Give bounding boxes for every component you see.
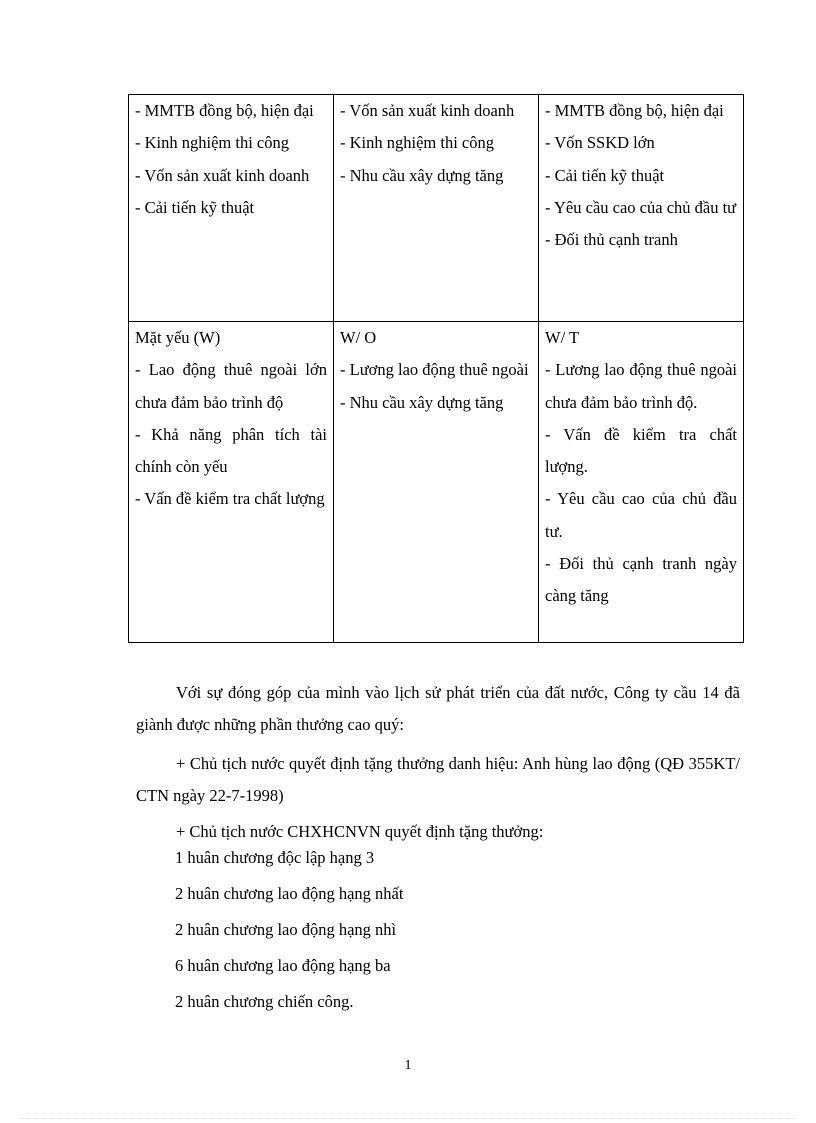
table-cell-st xyxy=(539,95,744,322)
list-item: 2 huân chương lao động hạng nhất xyxy=(175,884,404,903)
cell-line: - Khả năng phân tích tài chính còn yếu xyxy=(135,424,327,477)
cell-line: - Đối thủ cạnh tranh ngày càng tăng xyxy=(545,554,737,606)
cell-line: - Nhu cầu xây dựng tăng xyxy=(340,165,504,185)
cell-line: - MMTB đồng bộ, hiện đại xyxy=(545,101,724,120)
cell-header: W/ O xyxy=(340,328,377,347)
cell-line: - Kinh nghiệm thi công xyxy=(340,133,494,153)
cell-line: - Kinh nghiệm thi công xyxy=(135,133,289,153)
page-number: 1 xyxy=(404,1058,412,1073)
cell-line: - Yêu cầu cao của chủ đầu tư xyxy=(545,197,737,217)
cell-line: - Lương lao động thuê ngoài xyxy=(340,360,529,380)
swot-table xyxy=(128,94,744,643)
table-cell-wt xyxy=(539,322,744,643)
cell-line: - Vốn sản xuất kinh doanh xyxy=(340,101,515,120)
cell-line: - Nhu cầu xây dựng tăng xyxy=(340,392,504,412)
cell-line: - Vấn đề kiểm tra chất lượng xyxy=(135,489,325,509)
cell-line: - Vốn SSKD lớn xyxy=(545,133,655,153)
paragraph: + Chủ tịch nước CHXHCNVN quyết định tặng thưởng: xyxy=(176,822,544,842)
cell-line: - Đối thủ cạnh tranh xyxy=(545,230,678,250)
cell-line: - Lương lao động thuê ngoài chưa đảm bảo trình độ. xyxy=(545,360,737,412)
cell-line: - Lao động thuê ngoài lớn chưa đảm bảo trình độ xyxy=(135,360,327,412)
list-item: 1 huân chương độc lập hạng 3 xyxy=(175,848,375,867)
table-row xyxy=(129,95,744,322)
cell-line: - MMTB đồng bộ, hiện đại xyxy=(135,101,314,120)
table-row xyxy=(129,322,744,643)
list-item: 2 huân chương chiến công. xyxy=(175,992,354,1011)
cell-line: - Vấn đề kiểm tra chất lượng. xyxy=(545,424,737,477)
cell-line: - Cải tiến kỹ thuật xyxy=(545,165,665,185)
paragraph: Với sự đóng góp của mình vào lịch sử phát triển của đất nước, Công ty cầu 14 đã giành được những phần thưởng cao quý: xyxy=(136,683,740,735)
cell-header: Mặt yếu (W) xyxy=(135,328,221,347)
cell-header: W/ T xyxy=(545,328,580,347)
list-item: 6 huân chương lao động hạng ba xyxy=(175,956,391,975)
body-paragraphs xyxy=(136,677,740,848)
cell-line: - Yêu cầu cao của chủ đầu tư. xyxy=(545,489,737,541)
list-item: 2 huân chương lao động hạng nhì xyxy=(175,920,397,939)
page-border xyxy=(20,1118,796,1119)
paragraph: + Chủ tịch nước quyết định tặng thưởng danh hiệu: Anh hùng lao động (QĐ 355KT/ CTN ngày 22-7-1998) xyxy=(136,753,740,805)
cell-line: - Vốn sản xuất kinh doanh xyxy=(135,165,310,185)
cell-line: - Cải tiến kỹ thuật xyxy=(135,197,255,217)
table-cell-so xyxy=(334,95,539,322)
table-cell-weaknesses xyxy=(129,322,334,643)
table-cell-wo xyxy=(334,322,539,643)
table-cell-strengths xyxy=(129,95,334,322)
